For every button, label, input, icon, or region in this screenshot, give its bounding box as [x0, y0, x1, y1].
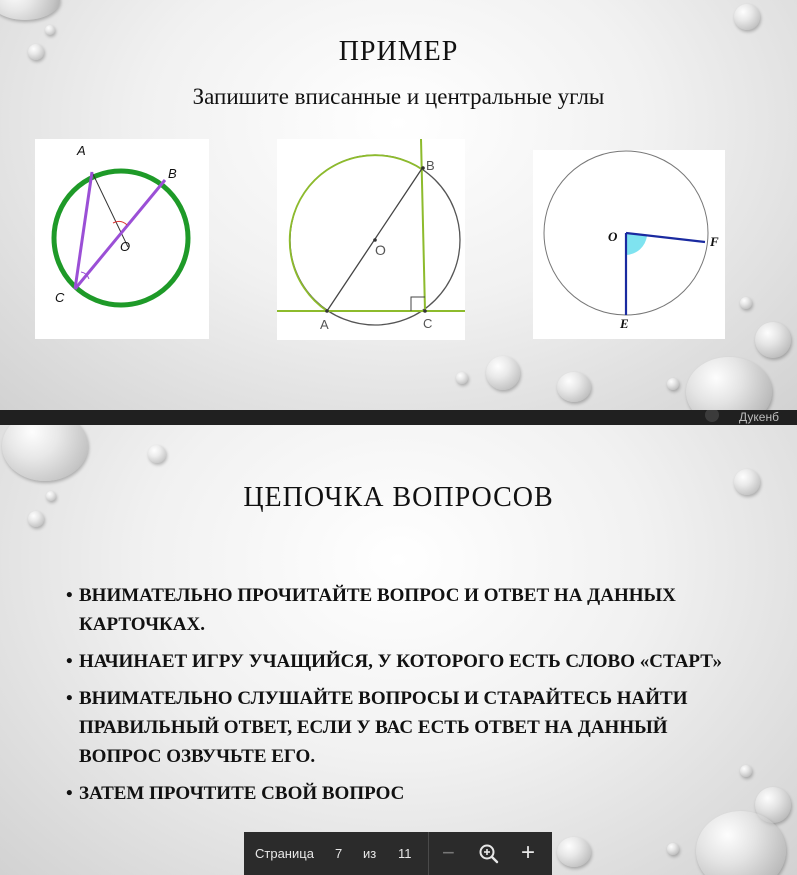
- label-e: E: [620, 316, 629, 331]
- figure-3-drawing: [533, 150, 725, 339]
- list-item: [66, 684, 746, 771]
- water-drop: [740, 297, 752, 309]
- label-b: B: [426, 158, 435, 173]
- bullet: •: [66, 585, 73, 606]
- water-drop: [45, 25, 55, 35]
- figure-inscribed-angle-2: [277, 139, 465, 340]
- label-a: A: [320, 317, 329, 332]
- central-angle-sector: [626, 233, 647, 255]
- magnifier-svg: [478, 843, 500, 865]
- figure-2-drawing: [277, 139, 465, 340]
- bullet-text: НАЧИНАЕТ ИГРУ УЧАЩИЙСЯ, У КОТОРОГО ЕСТЬ СЛОВО «СТАРТ»: [79, 651, 722, 672]
- side-bc: [421, 139, 425, 311]
- zoom-out-button[interactable]: −: [442, 840, 455, 865]
- bullet-text: ВНИМАТЕЛЬНО СЛУШАЙТЕ ВОПРОСЫ И СТАРАЙТЕСЬ НАЙТИ ПРАВИЛЬНЫЙ ОТВЕТ, ЕСЛИ У ВАС ЕСТЬ ОТВЕТ НА ДАННЫЙ ВОПРОС ОЗВУЧЬТЕ ЕГО.: [79, 688, 688, 767]
- radius-line: [92, 172, 128, 247]
- point-b: [421, 166, 425, 170]
- label-b: B: [168, 166, 177, 181]
- slide-2: [0, 425, 797, 875]
- page-label: Страница: [255, 846, 314, 861]
- figure-central-angle: [533, 150, 725, 339]
- right-angle-mark: [411, 297, 425, 311]
- water-drop: [667, 378, 679, 390]
- label-o: O: [608, 229, 618, 244]
- presenter-tag: [697, 410, 797, 425]
- water-drop: [734, 4, 760, 30]
- zoom-in-button[interactable]: +: [521, 839, 536, 866]
- water-drop: [557, 372, 591, 402]
- slide-1: [0, 0, 797, 410]
- water-drop: [148, 445, 166, 463]
- water-drop: [0, 0, 60, 20]
- toolbar-separator: [428, 832, 429, 875]
- list-item: [66, 647, 746, 676]
- water-drop: [456, 372, 468, 384]
- bullet-text: ВНИМАТЕЛЬНО ПРОЧИТАЙТЕ ВОПРОС И ОТВЕТ НА ДАННЫХ КАРТОЧКАХ.: [79, 585, 676, 635]
- page-number-input[interactable]: 7: [335, 846, 343, 861]
- label-a: A: [77, 143, 86, 158]
- bullet: •: [66, 688, 73, 709]
- slide-subtitle: Запишите вписанные и центральные углы: [192, 84, 605, 109]
- arc-highlight: [290, 155, 423, 311]
- zoom-in-magnifier-icon[interactable]: [478, 843, 500, 868]
- angle-arc: [113, 221, 127, 225]
- slide-divider: [0, 410, 797, 425]
- water-drop: [557, 837, 591, 867]
- water-drop: [486, 356, 520, 390]
- water-drop: [686, 357, 772, 410]
- viewer-toolbar: [244, 832, 552, 875]
- label-o: O: [120, 239, 131, 254]
- list-item: [66, 779, 746, 808]
- label-c: C: [55, 290, 65, 305]
- label-o: O: [375, 242, 386, 258]
- bullet: •: [66, 783, 73, 804]
- water-drop: [2, 425, 88, 481]
- presenter-name: Дукенб: [739, 410, 779, 424]
- point-a: [325, 309, 329, 313]
- slide-title: ЦЕПОЧКА ВОПРОСОВ: [243, 482, 554, 513]
- water-drop: [667, 843, 679, 855]
- rules-list: [66, 581, 746, 816]
- bullet: •: [66, 651, 73, 672]
- figure-inscribed-angle-1: [35, 139, 209, 339]
- page-of-label: из: [363, 846, 377, 861]
- label-c: C: [423, 316, 433, 331]
- figure-1-drawing: [35, 139, 209, 339]
- bullet-text: ЗАТЕМ ПРОЧТИТЕ СВОЙ ВОПРОС: [79, 783, 405, 804]
- slide-title: ПРИМЕР: [338, 36, 459, 67]
- list-item: [66, 581, 746, 639]
- label-f: F: [710, 234, 719, 249]
- page-total: 11: [398, 846, 412, 861]
- water-drop: [755, 322, 791, 358]
- point-c: [423, 309, 427, 313]
- presenter-avatar-icon: [705, 410, 719, 422]
